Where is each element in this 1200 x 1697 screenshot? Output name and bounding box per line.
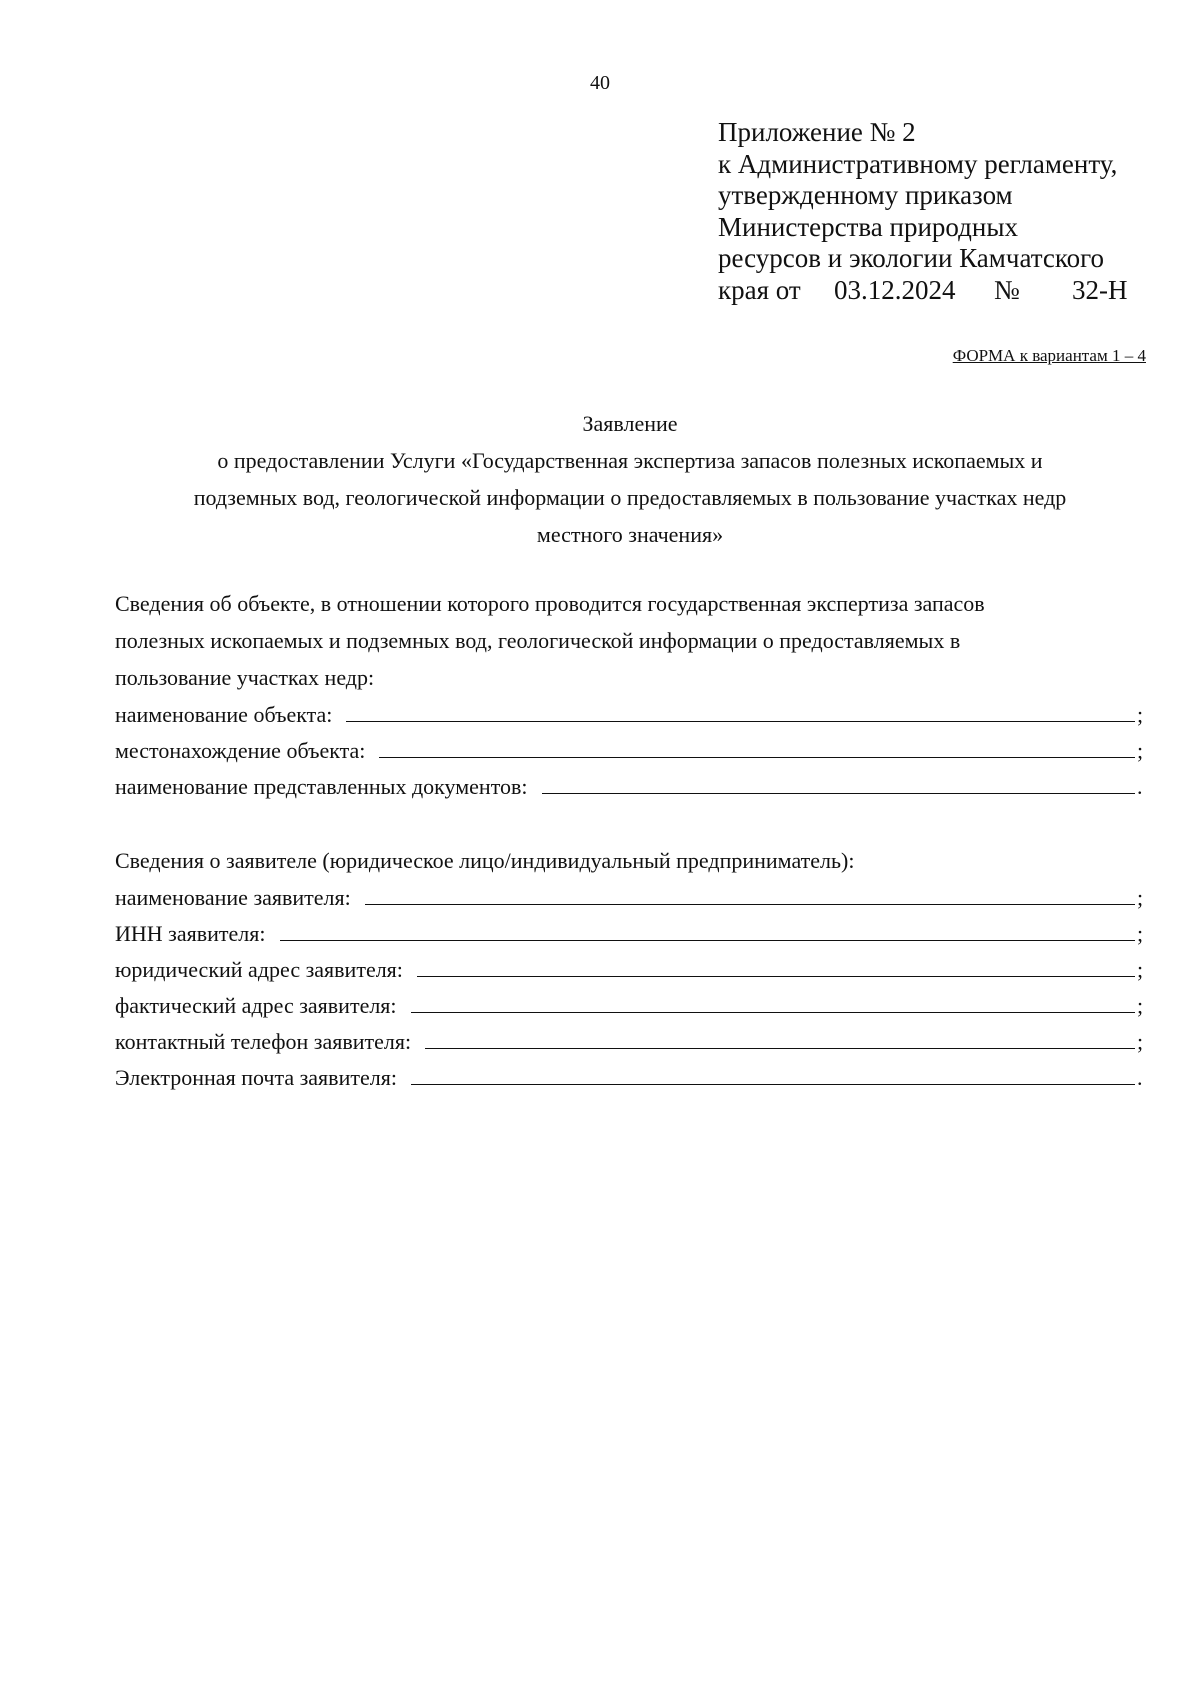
appendix-line: утвержденному приказом bbox=[718, 180, 1013, 210]
form-tag: ФОРМА к вариантам 1 – 4 bbox=[952, 346, 1146, 365]
field-actual-address bbox=[115, 987, 1145, 1023]
appendix-line: Приложение № 2 bbox=[718, 117, 916, 147]
object-section bbox=[115, 585, 1145, 804]
field-label: фактический адрес заявителя: bbox=[115, 993, 397, 1018]
title-line: о предоставлении Услуги «Государственная экспертиза запасов полезных ископаемых и bbox=[217, 448, 1043, 473]
field-applicant-inn bbox=[115, 915, 1145, 951]
field-phone bbox=[115, 1023, 1145, 1059]
object-name-input[interactable] bbox=[346, 697, 1135, 722]
field-end-mark: ; bbox=[1137, 1029, 1144, 1054]
order-date: 03.12.2024 bbox=[834, 274, 956, 305]
legal-address-input[interactable] bbox=[417, 952, 1135, 977]
field-label: Электронная почта заявителя: bbox=[115, 1065, 397, 1090]
number-sign: № bbox=[994, 274, 1020, 305]
object-intro-line: Сведения об объекте, в отношении которого проводится государственная экспертиза запасов bbox=[115, 591, 985, 616]
title-heading: Заявление bbox=[582, 411, 678, 436]
actual-address-input[interactable] bbox=[411, 988, 1135, 1013]
page-number: 40 bbox=[590, 72, 610, 94]
field-object-location bbox=[115, 732, 1145, 768]
field-legal-address bbox=[115, 951, 1145, 987]
field-label: наименование объекта: bbox=[115, 702, 333, 727]
field-end-mark: ; bbox=[1137, 993, 1144, 1018]
appendix-line: Министерства природных bbox=[718, 211, 1018, 242]
application-title bbox=[100, 405, 1160, 553]
field-end-mark: ; bbox=[1137, 702, 1144, 727]
field-applicant-name bbox=[115, 879, 1145, 915]
applicant-section bbox=[115, 842, 1145, 1095]
email-input[interactable] bbox=[411, 1060, 1135, 1085]
title-line: подземных вод, геологической информации о предоставляемых в пользование участках недр bbox=[193, 485, 1067, 510]
appendix-date-line bbox=[718, 275, 1158, 307]
field-label: ИНН заявителя: bbox=[115, 921, 266, 946]
date-prefix: края от bbox=[718, 274, 801, 305]
field-end-mark: ; bbox=[1137, 957, 1144, 982]
appendix-line: к Административному регламенту, bbox=[718, 148, 1118, 179]
field-label: юридический адрес заявителя: bbox=[115, 957, 403, 982]
applicant-name-input[interactable] bbox=[365, 880, 1135, 905]
field-end-mark: . bbox=[1137, 1065, 1143, 1090]
object-location-input[interactable] bbox=[379, 733, 1135, 758]
object-intro-line: пользование участках недр: bbox=[115, 665, 375, 690]
title-line: местного значения» bbox=[536, 522, 724, 547]
field-object-name bbox=[115, 696, 1145, 732]
field-end-mark: . bbox=[1137, 774, 1143, 799]
field-end-mark: ; bbox=[1137, 885, 1144, 910]
order-number: 32-Н bbox=[1072, 274, 1128, 305]
field-label: наименование заявителя: bbox=[115, 885, 351, 910]
field-label: наименование представленных документов: bbox=[115, 774, 528, 799]
field-email bbox=[115, 1059, 1145, 1095]
field-documents bbox=[115, 768, 1145, 804]
appendix-header bbox=[718, 117, 1158, 306]
field-end-mark: ; bbox=[1137, 738, 1144, 763]
field-label: контактный телефон заявителя: bbox=[115, 1029, 412, 1054]
field-end-mark: ; bbox=[1137, 921, 1144, 946]
field-label: местонахождение объекта: bbox=[115, 738, 366, 763]
applicant-inn-input[interactable] bbox=[280, 916, 1136, 941]
appendix-line: ресурсов и экологии Камчатского bbox=[718, 243, 1104, 273]
documents-input[interactable] bbox=[542, 769, 1135, 794]
phone-input[interactable] bbox=[425, 1024, 1135, 1049]
object-intro-line: полезных ископаемых и подземных вод, геологической информации о предоставляемых в bbox=[115, 628, 961, 653]
applicant-heading: Сведения о заявителе (юридическое лицо/индивидуальный предприниматель): bbox=[115, 848, 855, 873]
